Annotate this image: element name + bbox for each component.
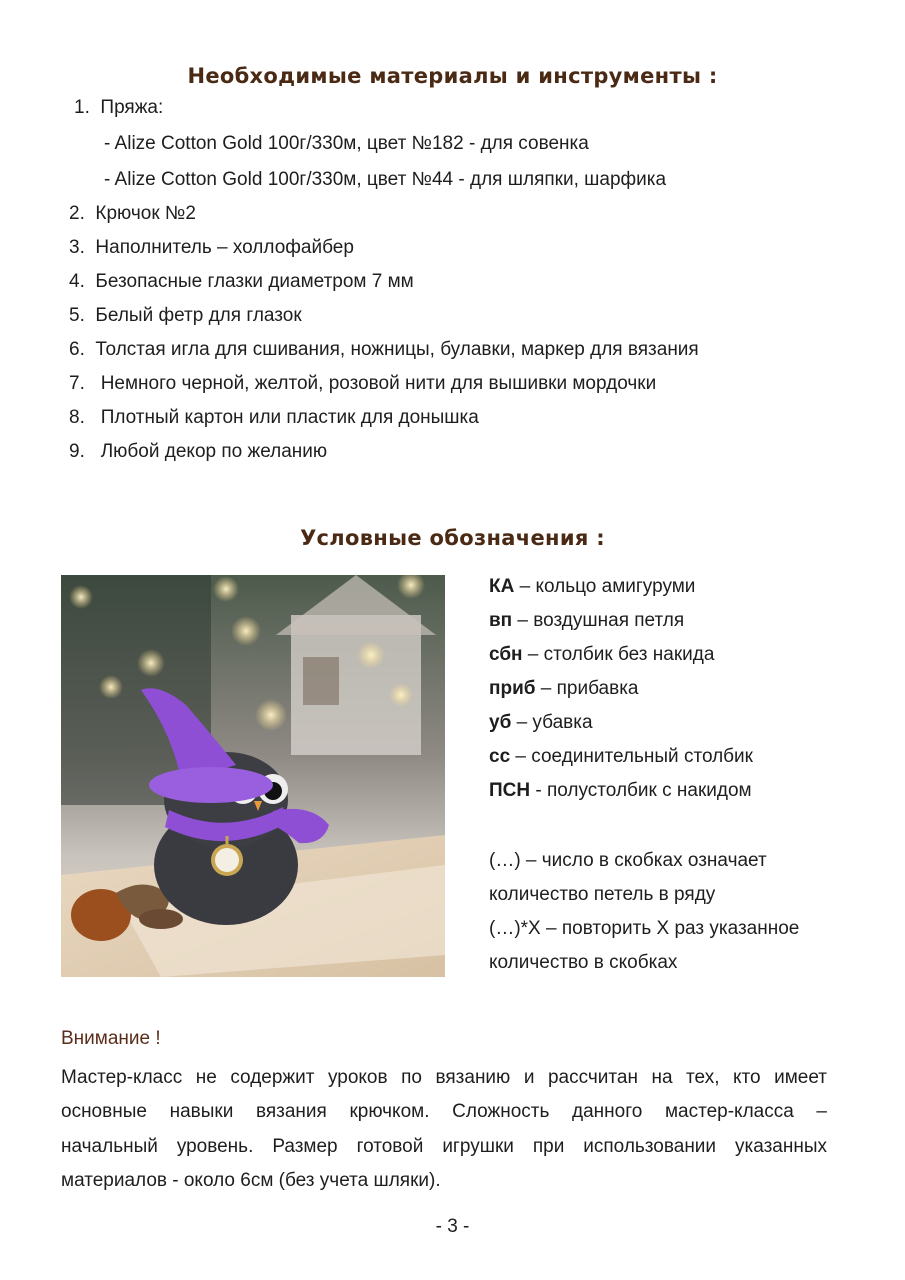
attention-paragraph (61, 1061, 827, 1198)
list-item (69, 236, 354, 260)
paragraph-line: Мастер-класс не содержит уроков по вязанию и рассчитан на тех, кто имеет (61, 1067, 827, 1088)
legend-item (489, 745, 753, 769)
legend-heading: Условные обозначения : (300, 526, 605, 550)
list-item-text: Крючок №2 (95, 203, 196, 224)
list-item-number: 2. (69, 203, 85, 224)
list-item-number: 4. (69, 271, 85, 292)
list-item-text: - Alize Cotton Gold 100г/330м, цвет №44 - для шляпки, шарфика (104, 169, 667, 190)
legend-abbr: вп (489, 610, 513, 631)
attention-title: Внимание ! (61, 1028, 161, 1049)
legend-desc: – кольцо амигуруми (514, 576, 696, 597)
materials-heading: Необходимые материалы и инструменты : (187, 64, 718, 88)
legend-item (489, 575, 695, 599)
list-item (69, 372, 656, 396)
list-item (69, 440, 327, 464)
list-item (69, 304, 302, 328)
paragraph-line: начальный уровень. Размер готовой игрушки при использовании указанных (61, 1135, 827, 1157)
legend-abbr: КА (489, 576, 515, 597)
legend-item (489, 711, 593, 735)
legend-item (489, 609, 684, 633)
list-item-text: Белый фетр для глазок (95, 305, 302, 326)
list-item (69, 270, 414, 294)
legend-desc: – воздушная петля (512, 610, 685, 631)
list-item (69, 406, 479, 430)
list-item (69, 338, 699, 362)
legend-abbr: уб (489, 712, 512, 733)
legend-desc: – убавка (511, 712, 593, 733)
legend-abbr: сс (489, 746, 511, 767)
legend-note: (…) – число в скобках означает (489, 850, 767, 871)
legend-desc: – прибавка (535, 678, 639, 699)
list-item-number: 3. (69, 237, 85, 258)
list-item-text: Любой декор по желанию (100, 441, 328, 462)
list-item (104, 132, 589, 156)
list-item-text: Наполнитель – холлофайбер (95, 237, 354, 258)
owl-toy-photo (61, 575, 445, 977)
list-item (74, 96, 163, 120)
legend-item (489, 779, 752, 803)
list-item-number: 7. (69, 373, 85, 394)
legend-desc: – столбик без накида (522, 644, 715, 665)
legend-desc: – соединительный столбик (510, 746, 753, 767)
list-item-text: Безопасные глазки диаметром 7 мм (95, 271, 414, 292)
legend-note: (…)*Х – повторить Х раз указанное (489, 918, 800, 939)
legend-desc: - полустолбик с накидом (530, 780, 752, 801)
list-item (69, 202, 196, 226)
list-item-text: Немного черной, желтой, розовой нити для вышивки мордочки (100, 373, 657, 394)
list-item-number: 5. (69, 305, 85, 326)
page-number: - 3 - (435, 1216, 470, 1237)
list-item-text: - Alize Cotton Gold 100г/330м, цвет №182 - для совенка (104, 133, 589, 154)
list-item-number: 8. (69, 407, 85, 428)
legend-abbr: приб (489, 678, 536, 699)
legend-item (489, 643, 714, 667)
list-item-text: Плотный картон или пластик для донышка (100, 407, 479, 428)
list-item-number: 6. (69, 339, 85, 360)
legend-note: количество в скобках (489, 952, 678, 973)
paragraph-line: основные навыки вязания крючком. Сложность данного мастер-класса – (61, 1101, 827, 1123)
legend-note: количество петель в ряду (489, 884, 716, 905)
legend-item (489, 677, 639, 701)
list-item-text: Пряжа: (100, 97, 164, 118)
legend-abbr: ПСН (489, 780, 531, 801)
list-item-text: Толстая игла для сшивания, ножницы, булавки, маркер для вязания (95, 339, 699, 360)
owl-illustration (61, 575, 445, 977)
legend-abbr: сбн (489, 644, 523, 665)
list-item-number: 9. (69, 441, 85, 462)
list-item (104, 168, 666, 192)
list-item-number: 1. (74, 97, 90, 118)
paragraph-line: материалов - около 6см (без учета шляки). (61, 1169, 441, 1191)
